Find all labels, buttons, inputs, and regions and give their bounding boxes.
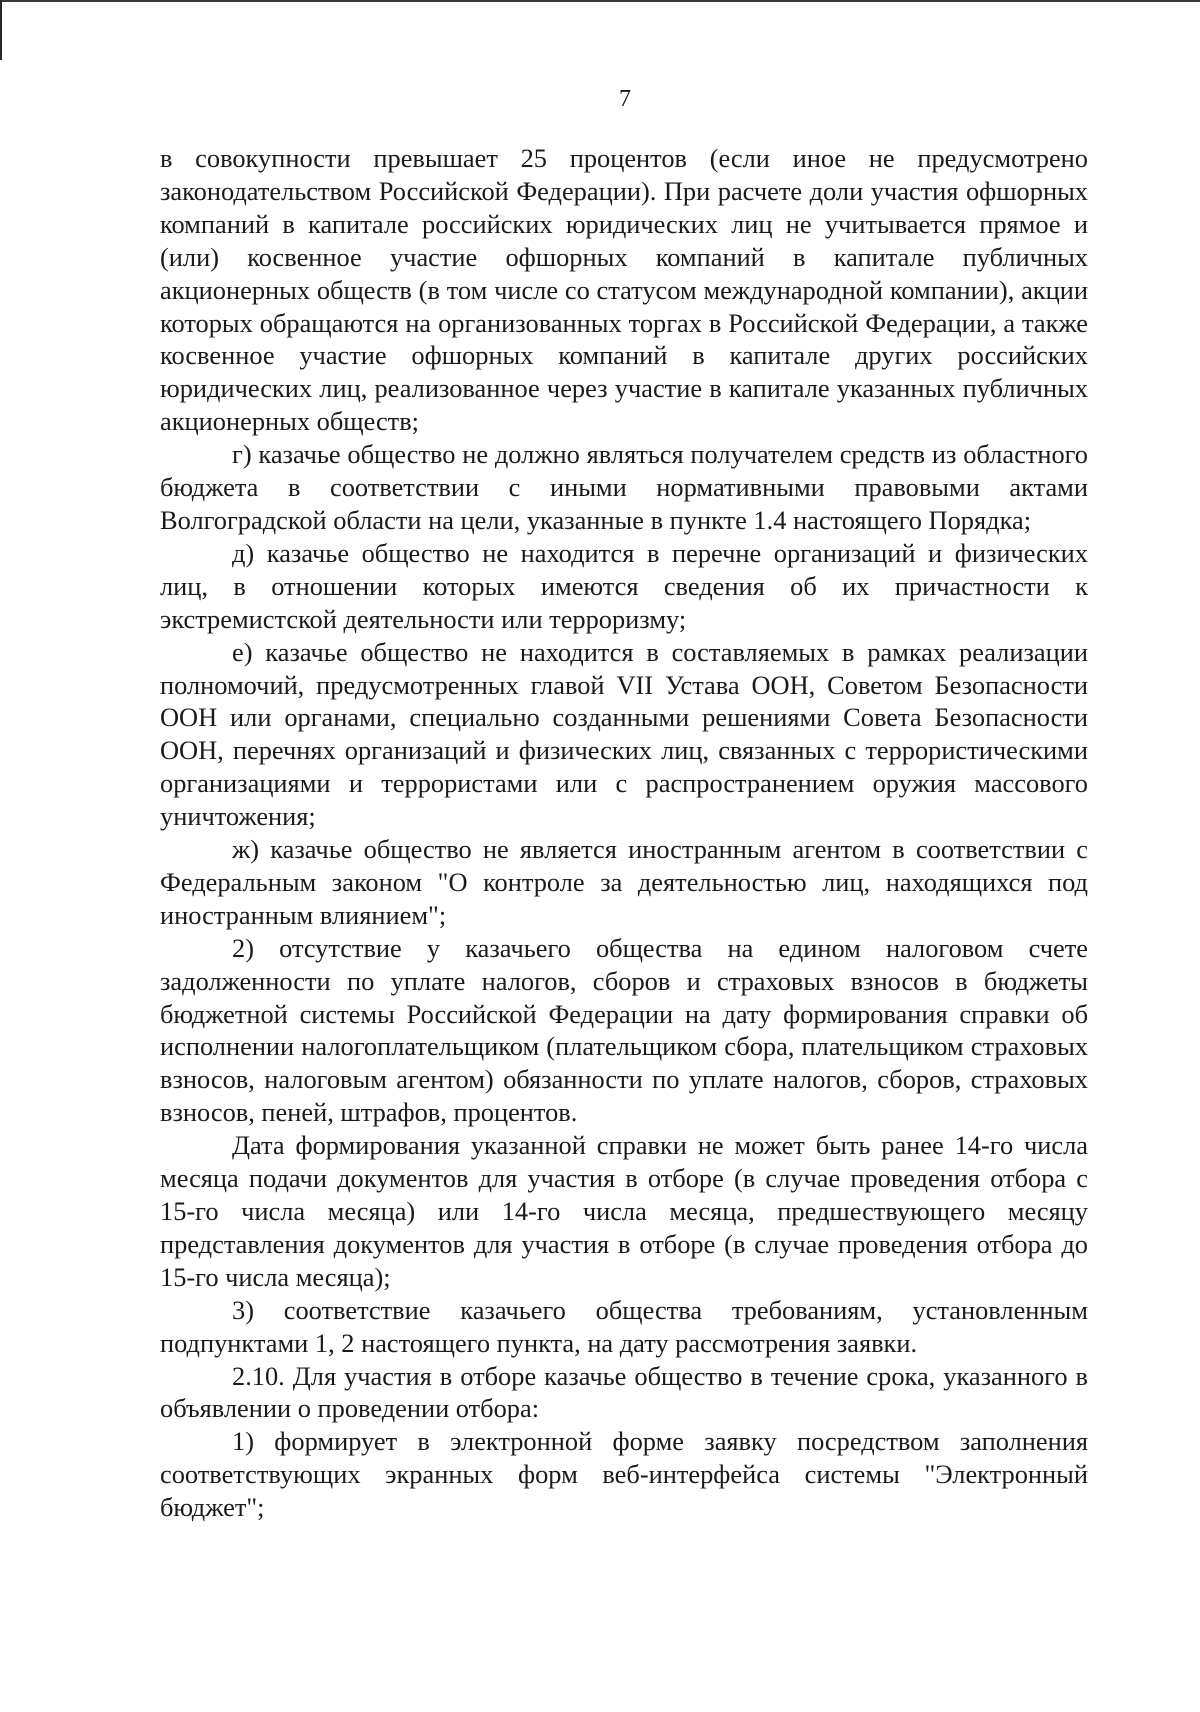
paragraph-item-3: 3) соответствие казачьего общества требованиям, установленным подпунктами 1, 2 настоящего пункта, на дату рассмотрения заявки.: [160, 1294, 1088, 1358]
paragraph-item-1: 1) формирует в электронной форме заявку посредством заполнения соответствующих экранных форм веб-интерфейса системы "Электронный бюджет";: [160, 1426, 1088, 1523]
paragraph-item-zh: ж) казачье общество не является иностранным агентом в соответствии с Федеральным законом "О контроле за деятельностью лиц, находящихся под иностранным влиянием";: [160, 834, 1088, 930]
page-number: 7: [619, 86, 631, 112]
document-body: [160, 142, 1088, 1524]
scan-edge-left: [0, 0, 2, 60]
paragraph-continuation: в совокупности превышает 25 процентов (если иное не предусмотрено законодательством Российской Федерации). При расчете доли участия офшорных компаний в капитале российских юридических лиц не учитывается прямое и (или) косвенное участие офшорных компаний в капитале публичных акционерных обществ (в том числе со статусом международной компании), акции которых обращаются на организованных торгах в Российской Федерации, а также косвенное участие офшорных компаний в капитале других российских юридических лиц, реализованное через участие в капитале указанных публичных акционерных обществ;: [160, 143, 1088, 437]
paragraph-certificate-date: Дата формирования указанной справки не может быть ранее 14-го числа месяца подачи документов для участия в отборе (в случае проведения отбора с 15-го числа месяца) или 14-го числа месяца, предшествующего месяцу представления документов для участия в отборе (в случае проведения отбора до 15-го числа месяца);: [160, 1130, 1088, 1292]
paragraph-item-e: е) казачье общество не находится в составляемых в рамках реализации полномочий, предусмотренных главой VII Устава ООН, Советом Безопасности ООН или органами, специально созданными решениями Совета Безопасности ООН, перечнях организаций и физических лиц, связанных с террористическими организациями и террористами или с распространением оружия массового уничтожения;: [160, 636, 1088, 832]
scan-edge-top: [0, 0, 1200, 2]
paragraph-section-2-10: 2.10. Для участия в отборе казачье общество в течение срока, указанного в объявлении о проведении отбора:: [160, 1360, 1088, 1424]
paragraph-item-g: г) казачье общество не должно являться получателем средств из областного бюджета в соответствии с иными нормативными правовыми актами Волгоградской области на цели, указанные в пункте 1.4 настоящего Порядка;: [160, 439, 1088, 535]
paragraph-item-d: д) казачье общество не находится в перечне организаций и физических лиц, в отношении которых имеются сведения об их причастности к экстремистской деятельности или терроризму;: [160, 537, 1088, 634]
paragraph-item-2: 2) отсутствие у казачьего общества на едином налоговом счете задолженности по уплате налогов, сборов и страховых взносов в бюджеты бюджетной системы Российской Федерации на дату формирования справки об исполнении налогоплательщиком (плательщиком сбора, плательщиком страховых взносов, налоговым агентом) обязанности по уплате налогов, сборов, страховых взносов, пеней, штрафов, процентов.: [160, 932, 1088, 1128]
